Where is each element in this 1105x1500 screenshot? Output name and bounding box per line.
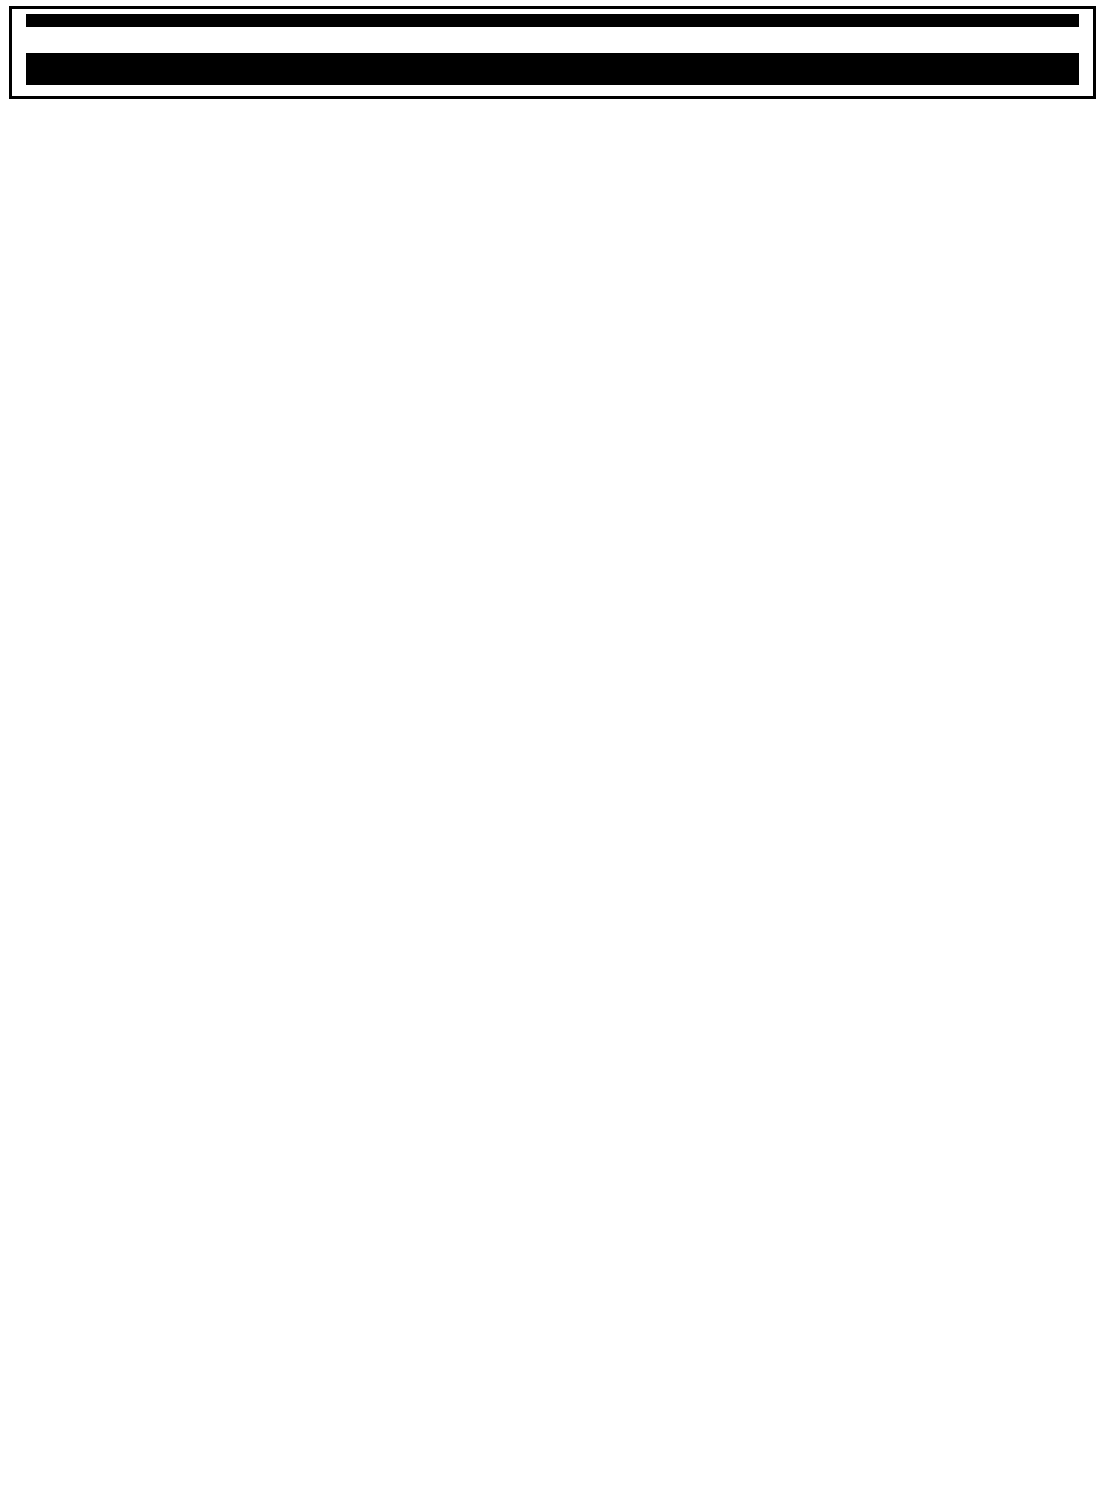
supplement-facts-panel [9, 6, 1096, 99]
other-ingredients [11, 104, 1105, 266]
footnotes [26, 85, 1079, 90]
supplement-label [0, 0, 1105, 266]
column-header-row [26, 27, 1079, 53]
divider-bar-header [26, 53, 1079, 63]
divider-bar-top [26, 14, 1079, 27]
divider-bar-bottom [26, 75, 1079, 85]
divider-bar-middle [26, 63, 1079, 75]
